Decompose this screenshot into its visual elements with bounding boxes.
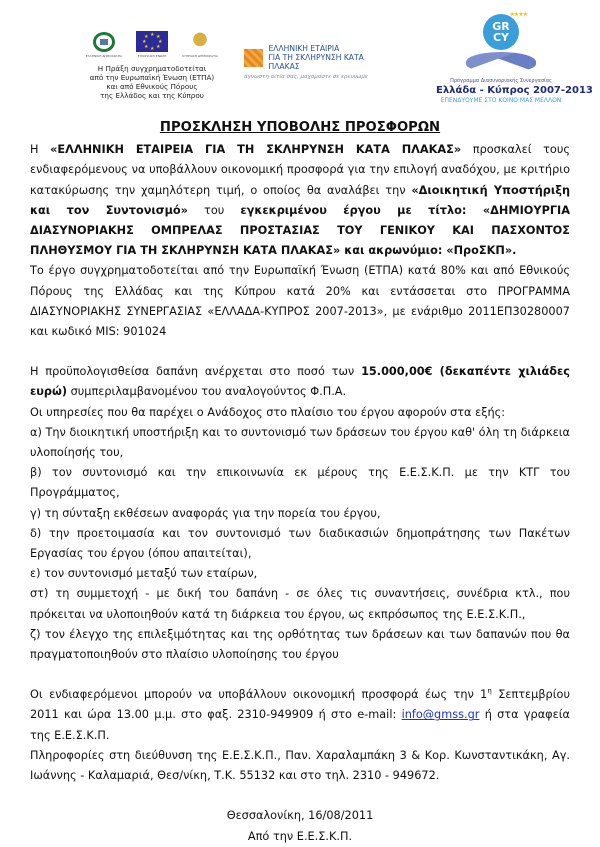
project-title: εγκεκριμένου έργου με τίτλο: «ΔΗΜΙΟΥΡΓΙΑ ΔΙΑΣΥΝΟΡΙΑΚΗΣ ΟΜΠΡΕΛΑΣ ΠΡΟΣΤΑΣΙΑΣ ΤΟΥ ΓΕΝΙΚΟΥ ΚΑΙ ΠΑΣΧΟΝΤΟΣ ΠΛΗΘΥΣΜΟΥ ΓΙΑ ΤΗ ΣΚΛΗΡΥΝΣΗ ΚΑΤΑ ΠΛΑΚΑΣ» και ακρωνύμιο: «ΠροΣΚΠ». [30, 203, 570, 258]
society-name-line1: ΕΛΛΗΝΙΚΗ ΕΤΑΙΡΙΑ [268, 44, 340, 53]
stars-icon: ★★★★ [509, 11, 527, 18]
service-item: στ) τη συμμετοχή - με δική του δαπάνη - σε όλες τις συναντήσεις, συνέδρια κτλ., που πρόκειται να υλοποιηθούν κατά τη διάρκεια του έργου, ως εκπρόσωπος της Ε.Ε.Σ.Κ.Π., [30, 587, 570, 621]
budget-amount: 15.000,00€ (δεκαπέντε χιλιάδες ευρώ) [30, 365, 570, 399]
cofunding-line: από την Ευρωπαϊκή Ένωση (ΕΤΠΑ) [89, 73, 215, 82]
cofunding-text [88, 64, 216, 100]
program-tagline: ΕΠΕΝΔΥΟΥΜΕ ΣΤΟ ΚΟΙΝΟ ΜΑΣ ΜΕΛΛΟΝ [440, 97, 562, 104]
program-subtitle: Πρόγραμμα Διασυνοριακής Συνεργασίας [450, 78, 552, 84]
letterhead [0, 0, 600, 112]
emblem-row [85, 28, 218, 58]
signature: Από την Ε.Ε.Σ.Κ.Π. [247, 829, 353, 843]
society-logo [244, 44, 394, 80]
cyprus-emblem-icon [192, 31, 208, 52]
budget-paragraph [30, 362, 570, 402]
society-logo-row [244, 44, 394, 71]
service-item: α) Την διοικητική υποστήριξη και το συντονισμό των δράσεων του έργου καθ' όλη τη διάρκεια υλοποίησής του, [30, 425, 570, 460]
emblem-caption: ΚΥΠΡΙΑΚΗ ΔΗΜΟΚΡΑΤΙΑ [182, 54, 218, 58]
emblem-caption: ΕΛΛΗΝΙΚΗ ΔΗΜΟΚΡΑΤΙΑ [85, 54, 123, 58]
society-tagline: άγνωστη αιτία σας, μαχόμαστε σε ερευνώμε [244, 74, 368, 80]
spacer [30, 786, 570, 806]
service-item: γ) τη σύνταξη εκθέσεων αναφοράς για την πορεία του έργου, [30, 506, 381, 520]
greek-republic-emblem-icon [93, 32, 115, 52]
spacer [30, 665, 570, 685]
submission-text: Οι ενδιαφερόμενοι μπορούν να υποβάλλουν οικονομική προσφορά έως την 1 [30, 688, 488, 702]
email-link[interactable]: info@gmss.gr [401, 708, 480, 722]
budget-text: συμπεριλαμβανομένου του αναλογούντος Φ.Π.Α. [67, 385, 347, 399]
document-title: ΠΡΟΣΚΛΗΣΗ ΥΠΟΒΟΛΗΣ ΠΡΟΣΦΟΡΩΝ [159, 120, 441, 135]
funding-paragraph: Το έργο συγχρηματοδοτείται από την Ευρωπαϊκή Ένωση (ΕΤΠΑ) κατά 80% και από Εθνικούς Πόρους της Ελλάδας και της Κύπρου κατά 20% και εντάσσεται στο ΠΡΟΓΡΑΜΜΑ ΔΙΑΣΥΝΟΡΙΑΚΗΣ ΣΥΝΕΡΓΑΣΙΑΣ «ΕΛΛΑΔΑ-ΚΥΠΡΟΣ 2007-2013», με ενάριθμο 2011ΕΠ30280007 και κωδικό MIS: 901024 [30, 264, 570, 339]
cofunding-logo-block [85, 28, 218, 100]
emblem-caption: ΕΥΡΩΠΑΪΚΗ ΕΝΩΣΗ [137, 54, 167, 58]
budget-text: Η προϋπολογισθείσα δαπάνη ανέρχεται στο ποσό των [30, 365, 362, 379]
eu-flag-icon: ★ ★ ★ ★ ★ ★ ★ ★ [136, 31, 168, 52]
intro-text: Η [30, 143, 51, 157]
cofunding-line: της Ελλάδος και της Κύπρου [100, 91, 204, 100]
service-item: δ) την προετοιμασία και τον συντονισμό των διαδικασιών δημοπράτησης των Πακέτων Εργασίας του έργου (όπου απαιτείται), [30, 526, 570, 561]
service-item: ε) τον συντονισμό μεταξύ των εταίρων, [30, 567, 258, 581]
society-name-line2: ΓΙΑ ΤΗ ΣΚΛΗΡΥΝΣΗ ΚΑΤΑ ΠΛΑΚΑΣ [268, 53, 364, 71]
spacer [30, 342, 570, 362]
service-item: β) τον συντονισμό και την επικοινωνία εκ μέρους της Ε.Ε.Σ.Κ.Π. με την ΚΤΓ του Προγράμματος, [30, 466, 570, 500]
submission-text: ή στα γραφεία της Ε.Ε.Σ.Κ.Π. [30, 708, 570, 742]
submission-paragraph [30, 685, 570, 746]
dolphins-icon [466, 52, 536, 72]
society-name [268, 44, 394, 71]
greek-emblem [85, 32, 123, 58]
cofunding-line: και από Εθνικούς Πόρους [106, 82, 198, 91]
cyprus-emblem [184, 31, 216, 58]
intro-text: προσκαλεί τους ενδιαφερόμενους να υποβάλλουν οικονομική προσφορά για την επιλογή αναδόχου, με κριτήριο κατακύρωσης την χαμηλότερη τιμή, ο οποίος θα αναλάβει την [30, 143, 570, 197]
services-intro: Οι υπηρεσίες που θα παρέχει ο Ανάδοχος στο πλαίσιο του έργου αφορούν στα εξής: [30, 405, 506, 419]
badge-line2: CY [492, 31, 510, 44]
submission-text: Σεπτεμβρίου 2011 και ώρα 13.00 μ.μ. στο φαξ. 2310-949909 ή στο e-mail: [30, 688, 570, 722]
society-mark-icon [244, 49, 263, 67]
cofunding-line: Η Πράξη συγχρηματοδοτείται [97, 64, 207, 73]
grcy-badge-icon [483, 11, 527, 50]
program-title: Ελλάδα - Κύπρος 2007-2013 [436, 85, 593, 96]
ordinal-suffix: η [487, 687, 492, 696]
badge-line1: GR [492, 20, 510, 33]
program-logo [436, 11, 593, 104]
document-body [30, 118, 570, 847]
service-item: ζ) τον έλεγχο της επιλεξιμότητας και της ορθότητας των δράσεων και των δαπανών που θα πραγματοποιηθούν στο πλαίσιο υλοποίησης του έργου [30, 627, 570, 662]
service-name: «Διοικητική Υποστήριξη και τον Συντονισμό» [30, 183, 570, 217]
intro-text: του [187, 203, 241, 217]
organization-name: «ΕΛΛΗΝΙΚΗ ΕΤΑΙΡΕΙΑ ΓΙΑ ΤΗ ΣΚΛΗΡΥΝΣΗ ΚΑΤΑ ΠΛΑΚΑΣ» [50, 143, 462, 157]
intro-paragraph [30, 140, 570, 261]
place-date: Θεσσαλονίκη, 16/08/2011 [226, 809, 374, 823]
eu-emblem [136, 31, 168, 58]
contact-info-paragraph: Πληροφορίες στη διεύθυνση της Ε.Ε.Σ.Κ.Π., Παν. Χαραλαμπάκη 3 & Κορ. Κωνσταντικάκη, Αγ. Ιωάννης - Καλαμαριά, Θεσ/νίκη, Τ.Κ. 55132 και στο τηλ. 2310 - 949672. [30, 748, 570, 783]
